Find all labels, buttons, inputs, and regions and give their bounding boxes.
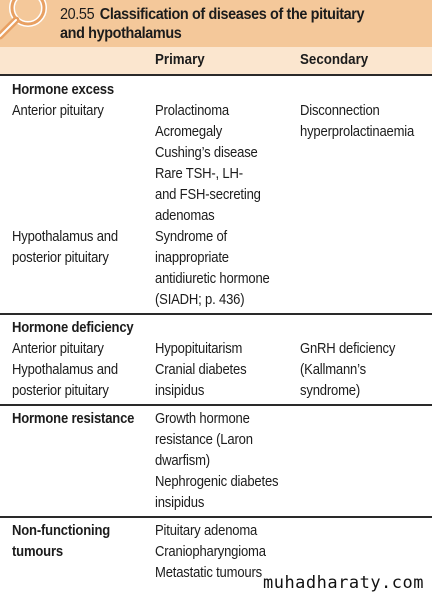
cell-primary: Metastatic tumours bbox=[155, 565, 263, 581]
cell-secondary: GnRH deficiency bbox=[300, 341, 396, 357]
cell-primary: Nephrogenic diabetes bbox=[155, 474, 279, 490]
cell-secondary: hyperprolactinaemia bbox=[300, 124, 415, 140]
row-label: Anterior pituitary bbox=[12, 341, 104, 357]
section-divider bbox=[0, 516, 432, 518]
cell-primary: Cushing’s disease bbox=[155, 145, 258, 161]
cell-primary: insipidus bbox=[155, 495, 205, 511]
cell-primary: Cranial diabetes bbox=[155, 362, 247, 378]
watermark: muhadharaty.com bbox=[262, 573, 424, 593]
section-divider bbox=[0, 404, 432, 406]
section-heading-deficiency: Hormone deficiency bbox=[12, 320, 134, 336]
cell-primary: (SIADH; p. 436) bbox=[155, 292, 245, 308]
row-label: Hypothalamus and bbox=[12, 362, 118, 378]
cell-primary: insipidus bbox=[155, 383, 205, 399]
cell-primary: and FSH-secreting bbox=[155, 187, 261, 203]
magnifier-logo-icon bbox=[0, 0, 54, 42]
row-label-hypothalamus: posterior pituitary bbox=[12, 250, 109, 266]
section-heading-resistance: Hormone resistance bbox=[12, 411, 135, 427]
column-header-primary: Primary bbox=[155, 52, 205, 68]
column-header-row bbox=[0, 47, 432, 76]
section-divider bbox=[0, 313, 432, 315]
cell-primary: antidiuretic hormone bbox=[155, 271, 270, 287]
cell-primary: resistance (Laron bbox=[155, 432, 253, 448]
cell-primary: inappropriate bbox=[155, 250, 229, 266]
title-line-2: and hypothalamus bbox=[60, 25, 182, 42]
section-heading-excess: Hormone excess bbox=[12, 82, 114, 98]
table-number: 20.55 bbox=[60, 6, 95, 23]
table-title-bar bbox=[0, 0, 432, 47]
cell-primary: Craniopharyngioma bbox=[155, 544, 266, 560]
table-title bbox=[60, 5, 395, 43]
cell-primary: adenomas bbox=[155, 208, 215, 224]
cell-secondary: syndrome) bbox=[300, 383, 361, 399]
row-label-hypothalamus: Hypothalamus and bbox=[12, 229, 118, 245]
cell-primary: Acromegaly bbox=[155, 124, 223, 140]
column-header-secondary: Secondary bbox=[300, 52, 369, 68]
row-label: posterior pituitary bbox=[12, 383, 109, 399]
cell-primary: Pituitary adenoma bbox=[155, 523, 258, 539]
cell-primary: Rare TSH-, LH- bbox=[155, 166, 243, 182]
cell-primary: Syndrome of bbox=[155, 229, 228, 245]
section-heading-nonfunctioning: Non-functioning bbox=[12, 523, 111, 539]
cell-primary: Prolactinoma bbox=[155, 103, 230, 119]
cell-secondary: Disconnection bbox=[300, 103, 380, 119]
cell-primary: Growth hormone bbox=[155, 411, 250, 427]
row-label-anterior-pituitary: Anterior pituitary bbox=[12, 103, 104, 119]
cell-primary: Hypopituitarism bbox=[155, 341, 243, 357]
cell-secondary: (Kallmann’s bbox=[300, 362, 366, 378]
cell-primary: dwarfism) bbox=[155, 453, 210, 469]
title-line-1: Classification of diseases of the pituitary bbox=[99, 6, 365, 23]
section-heading-nonfunctioning: tumours bbox=[12, 544, 63, 560]
